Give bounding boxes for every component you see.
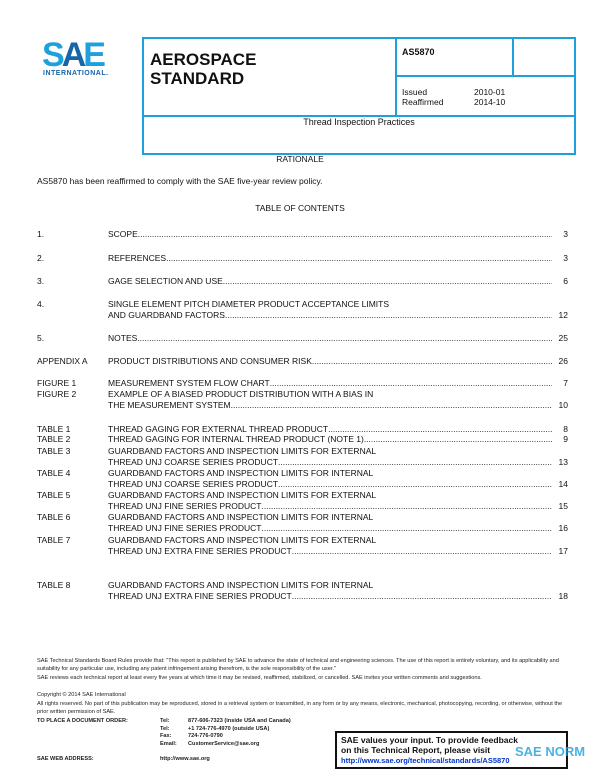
doc-number: AS5870 <box>402 47 435 57</box>
contact-row <box>160 741 291 749</box>
toc-label: GUARDBAND FACTORS AND INSPECTION LIMITS FOR EXTERNAL <box>108 490 377 500</box>
toc-page <box>552 512 568 523</box>
toc-number: 4. <box>37 299 45 309</box>
toc-entry[interactable] <box>37 468 568 479</box>
toc-number: TABLE 3 <box>37 446 71 456</box>
contact-value: 724-776-0790 <box>188 733 223 739</box>
toc-page: 7 <box>563 378 568 388</box>
leader-dots <box>225 310 552 321</box>
contact-label: Tel: <box>160 725 170 732</box>
toc-label: GUARDBAND FACTORS AND INSPECTION LIMITS FOR EXTERNAL <box>108 446 377 456</box>
toc-number: FIGURE 2 <box>37 389 77 399</box>
toc-entry[interactable] <box>37 512 568 523</box>
toc-entry[interactable] <box>37 400 568 411</box>
toc-number: APPENDIX A <box>37 356 88 366</box>
toc-number: TABLE 2 <box>37 434 71 444</box>
toc-number <box>37 400 108 411</box>
toc-number: 2. <box>37 253 45 263</box>
feedback-link[interactable]: http://www.sae.org/technical/standards/AS5870 <box>341 756 510 765</box>
toc-entry[interactable] <box>37 479 568 490</box>
toc-number: TABLE 4 <box>37 468 71 478</box>
toc-number <box>37 479 108 490</box>
toc-label: THREAD UNJ FINE SERIES PRODUCT <box>108 501 262 511</box>
contact-value: CustomerService@sae.org <box>188 740 260 747</box>
toc-page: 12 <box>558 310 568 320</box>
toc-entry[interactable] <box>37 299 568 310</box>
toc-label: MEASUREMENT SYSTEM FLOW CHART <box>108 378 270 388</box>
doc-title: Thread Inspection Practices <box>303 117 415 127</box>
issued-values <box>474 87 505 107</box>
toc-page: 3 <box>563 253 568 263</box>
toc-page <box>552 580 568 591</box>
toc-number <box>37 591 108 602</box>
issued-label: Issued <box>402 87 428 97</box>
feedback-line2: on this Technical Report, please visit <box>341 745 491 755</box>
toc-number: TABLE 6 <box>37 512 71 522</box>
rationale-heading: RATIONALE <box>276 154 324 164</box>
toc-page: 6 <box>563 276 568 286</box>
contact-label: Email: <box>160 740 177 747</box>
toc-page: 25 <box>558 333 568 343</box>
toc-label: SCOPE <box>108 229 138 239</box>
toc-entry[interactable] <box>37 490 568 501</box>
toc-entry[interactable] <box>37 253 568 264</box>
doc-type-line2: STANDARD <box>150 69 245 88</box>
toc-label: THREAD GAGING FOR INTERNAL THREAD PRODUCT (NOTE 1) <box>108 434 364 444</box>
toc-entry[interactable] <box>37 356 568 367</box>
order-label: TO PLACE A DOCUMENT ORDER: <box>37 718 128 724</box>
toc-number: TABLE 7 <box>37 535 71 545</box>
toc-page: 10 <box>558 400 568 410</box>
leader-dots <box>278 479 552 490</box>
toc-page <box>552 446 568 457</box>
leader-dots <box>223 276 552 287</box>
toc-page: 8 <box>563 424 568 434</box>
toc-entry[interactable] <box>37 276 568 287</box>
leader-dots <box>262 501 553 512</box>
toc-entry[interactable] <box>37 457 568 468</box>
contact-value: 877-606-7323 (inside USA and Canada) <box>188 718 291 724</box>
leader-dots <box>270 378 552 389</box>
leader-dots <box>292 546 552 557</box>
leader-dots <box>364 434 552 445</box>
leader-dots <box>292 591 552 602</box>
leader-dots <box>231 400 552 411</box>
toc-page: 3 <box>563 229 568 239</box>
web-label: SAE WEB ADDRESS: <box>37 756 94 762</box>
toc-label: REFERENCES <box>108 253 167 263</box>
toc-number: TABLE 5 <box>37 490 71 500</box>
leader-dots <box>166 253 552 264</box>
toc-entry[interactable] <box>37 446 568 457</box>
toc-entry[interactable] <box>37 546 568 557</box>
reaffirmed-label: Reaffirmed <box>402 97 444 107</box>
toc-page: 14 <box>558 479 568 489</box>
toc-label: GAGE SELECTION AND USE <box>108 276 223 286</box>
doc-type <box>150 50 256 88</box>
toc-label: GUARDBAND FACTORS AND INSPECTION LIMITS FOR INTERNAL <box>108 580 374 590</box>
leader-dots <box>137 333 552 344</box>
footer-notice: SAE Technical Standards Board Rules provide that: "This report is published by SAE to advance the state of technical and engineering sciences. The use of this report is entirely voluntary, and its applicability and suitability for any particular use, including any patent infringement arising therefrom, is the sole responsibility of the user." <box>37 658 559 672</box>
contact-row <box>160 718 291 726</box>
leader-dots <box>138 229 552 240</box>
toc-label: THREAD UNJ FINE SERIES PRODUCT <box>108 523 262 533</box>
divider <box>395 75 576 77</box>
toc-number: TABLE 8 <box>37 580 71 590</box>
toc-entry[interactable] <box>37 535 568 546</box>
doc-type-line1: AEROSPACE <box>150 50 257 69</box>
toc-entry[interactable] <box>37 310 568 321</box>
toc-label: THREAD GAGING FOR EXTERNAL THREAD PRODUCT <box>108 424 329 434</box>
web-address[interactable]: http://www.sae.org <box>160 756 210 762</box>
toc-number: 3. <box>37 276 45 286</box>
issued-value: 2010-01 <box>474 87 506 97</box>
leader-dots <box>312 356 552 367</box>
toc-number: 1. <box>37 229 45 239</box>
toc-entry[interactable] <box>37 434 568 445</box>
footer-review: SAE reviews each technical report at least every five years at which time it may be revised, reaffirmed, stabilized, or cancelled. SAE invites your written comments and suggestions. <box>37 675 482 681</box>
toc-page: 16 <box>558 523 568 533</box>
toc-entry[interactable] <box>37 389 568 400</box>
toc-page <box>552 535 568 546</box>
divider <box>512 37 514 77</box>
toc-label: THREAD UNJ COARSE SERIES PRODUCT <box>108 457 279 467</box>
logo-subtitle: INTERNATIONAL. <box>43 70 109 77</box>
toc-label: EXAMPLE OF A BIASED PRODUCT DISTRIBUTION WITH A BIAS IN <box>108 389 374 399</box>
rationale-text: AS5870 has been reaffirmed to comply with the SAE five-year review policy. <box>37 176 323 186</box>
copyright: Copyright © 2014 SAE International <box>37 692 126 698</box>
toc-number <box>37 310 108 321</box>
toc-number <box>37 546 108 557</box>
toc-entry[interactable] <box>37 523 568 534</box>
sae-logo: SAE <box>42 36 103 74</box>
rights-notice: All rights reserved. No part of this publication may be reproduced, stored in a retrieval system or transmitted, in any form or by any means, electronic, mechanical, photocopying, recording, or otherwise, without the prior written permission of SAE. <box>37 701 563 715</box>
contact-row <box>160 726 291 734</box>
toc-page <box>552 468 568 479</box>
contact-label: Tel: <box>160 718 170 724</box>
toc-number: TABLE 1 <box>37 424 71 434</box>
toc-entry[interactable] <box>37 591 568 602</box>
toc-label: GUARDBAND FACTORS AND INSPECTION LIMITS FOR INTERNAL <box>108 512 374 522</box>
toc-number <box>37 523 108 534</box>
toc-label: GUARDBAND FACTORS AND INSPECTION LIMITS FOR EXTERNAL <box>108 535 377 545</box>
toc-entry[interactable] <box>37 580 568 591</box>
toc-number: FIGURE 1 <box>37 378 77 388</box>
toc-page: 18 <box>558 591 568 601</box>
toc-page: 26 <box>558 356 568 366</box>
toc-label: THREAD UNJ EXTRA FINE SERIES PRODUCT <box>108 591 292 601</box>
toc-page: 9 <box>563 434 568 444</box>
issued-labels <box>402 87 443 107</box>
contact-row <box>160 733 291 741</box>
toc-label: NOTES <box>108 333 138 343</box>
toc-page: 15 <box>558 501 568 511</box>
feedback-line1: SAE values your input. To provide feedback <box>341 735 518 745</box>
toc-label: THREAD UNJ EXTRA FINE SERIES PRODUCT <box>108 546 292 556</box>
toc-entry[interactable] <box>37 501 568 512</box>
toc-entry[interactable] <box>37 333 568 344</box>
toc-number <box>37 501 108 512</box>
toc-page: 13 <box>558 457 568 467</box>
contact-value: +1 724-776-4970 (outside USA) <box>188 725 270 732</box>
divider <box>395 37 397 117</box>
toc-label: PRODUCT DISTRIBUTIONS AND CONSUMER RISK <box>108 356 312 366</box>
contact-label: Fax: <box>160 733 172 739</box>
watermark: SAE NORM <box>515 744 586 759</box>
leader-dots <box>262 523 553 534</box>
toc-label: SINGLE ELEMENT PITCH DIAMETER PRODUCT ACCEPTANCE LIMITS <box>108 299 390 309</box>
toc-label: THREAD UNJ COARSE SERIES PRODUCT <box>108 479 279 489</box>
leader-dots <box>278 457 552 468</box>
toc-page <box>552 389 568 400</box>
toc-heading: TABLE OF CONTENTS <box>255 203 345 213</box>
toc-number: 5. <box>37 333 45 343</box>
toc-page <box>552 490 568 501</box>
reaffirmed-value: 2014-10 <box>474 97 506 107</box>
toc-label: THE MEASUREMENT SYSTEM <box>108 400 231 410</box>
order-contacts <box>160 718 291 748</box>
toc-label: GUARDBAND FACTORS AND INSPECTION LIMITS FOR INTERNAL <box>108 468 374 478</box>
toc-entry[interactable] <box>37 378 568 389</box>
toc-label: AND GUARDBAND FACTORS <box>108 310 225 320</box>
toc-entry[interactable] <box>37 229 568 240</box>
toc-page: 17 <box>558 546 568 556</box>
toc-number <box>37 457 108 468</box>
toc-page <box>552 299 568 310</box>
